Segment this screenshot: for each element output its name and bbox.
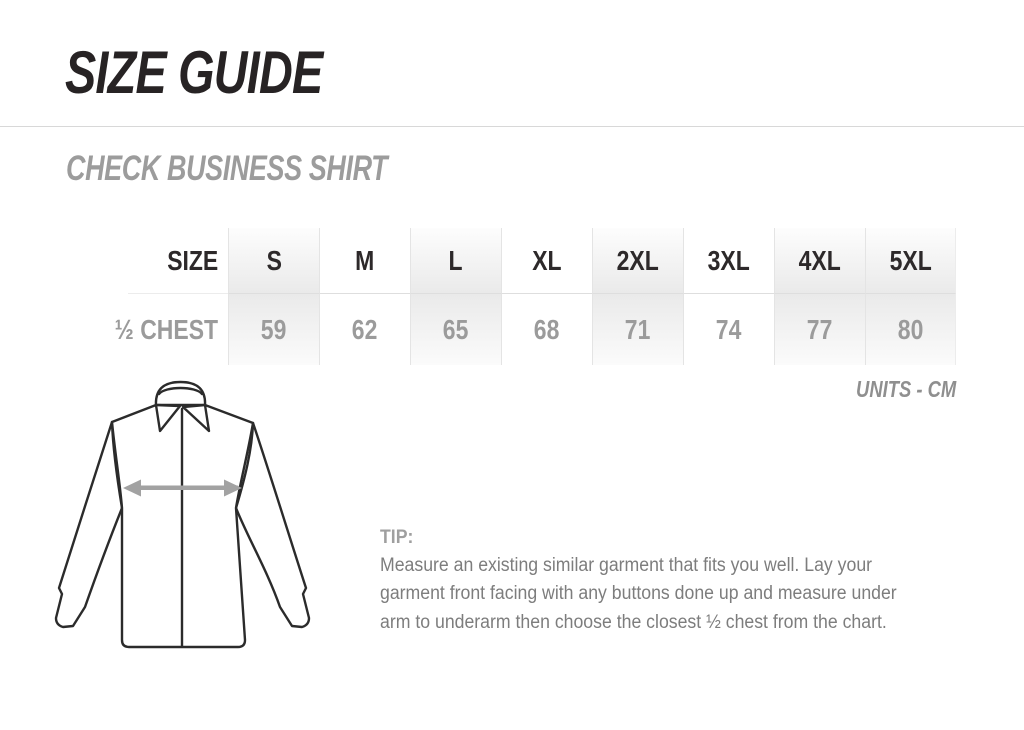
units-label: UNITS - CM [855,376,956,402]
half-chest-value: 80 [865,293,956,365]
size-label: S [228,228,319,293]
shirt-collar-stand [159,388,202,394]
tip-block [380,524,897,637]
size-label: 4XL [774,228,865,293]
half-chest-value: 59 [228,293,319,365]
half-chest-row-header: ½ CHEST [128,293,228,365]
table-column-xl [501,228,592,365]
half-chest-value: 68 [501,293,592,365]
header-divider [0,126,1024,127]
size-label: XL [501,228,592,293]
tip-heading: TIP: [380,527,414,548]
shirt-illustration [52,378,322,663]
half-chest-value: 71 [592,293,683,365]
product-title: CHECK BUSINESS SHIRT [66,149,388,188]
shirt-left-sleeve [56,422,122,627]
half-chest-value: 65 [410,293,501,365]
size-row-header: SIZE [166,244,218,276]
half-chest-value: 77 [774,293,865,365]
table-label-column [114,228,228,365]
half-chest-value: 74 [683,293,774,365]
tip-text-line: garment front facing with any buttons done up and measure under [380,583,897,605]
size-label: L [410,228,501,293]
size-label: 2XL [592,228,683,293]
size-label: M [319,228,410,293]
table-column-3xl [683,228,774,365]
table-column-l [410,228,501,365]
size-label: 3XL [683,228,774,293]
table-column-5xl [865,228,956,365]
half-chest-value: 62 [319,293,410,365]
table-column-s [228,228,319,365]
tip-text-line: arm to underarm then choose the closest ½ chest from the chart. [380,611,887,633]
table-column-4xl [774,228,865,365]
shirt-collar [156,382,205,406]
table-column-m [319,228,410,365]
size-label: 5XL [865,228,956,293]
table-column-2xl [592,228,683,365]
tip-text-line: Measure an existing similar garment that fits you well. Lay your [380,555,873,576]
page-title: SIZE GUIDE [65,39,323,106]
size-table [114,228,956,365]
